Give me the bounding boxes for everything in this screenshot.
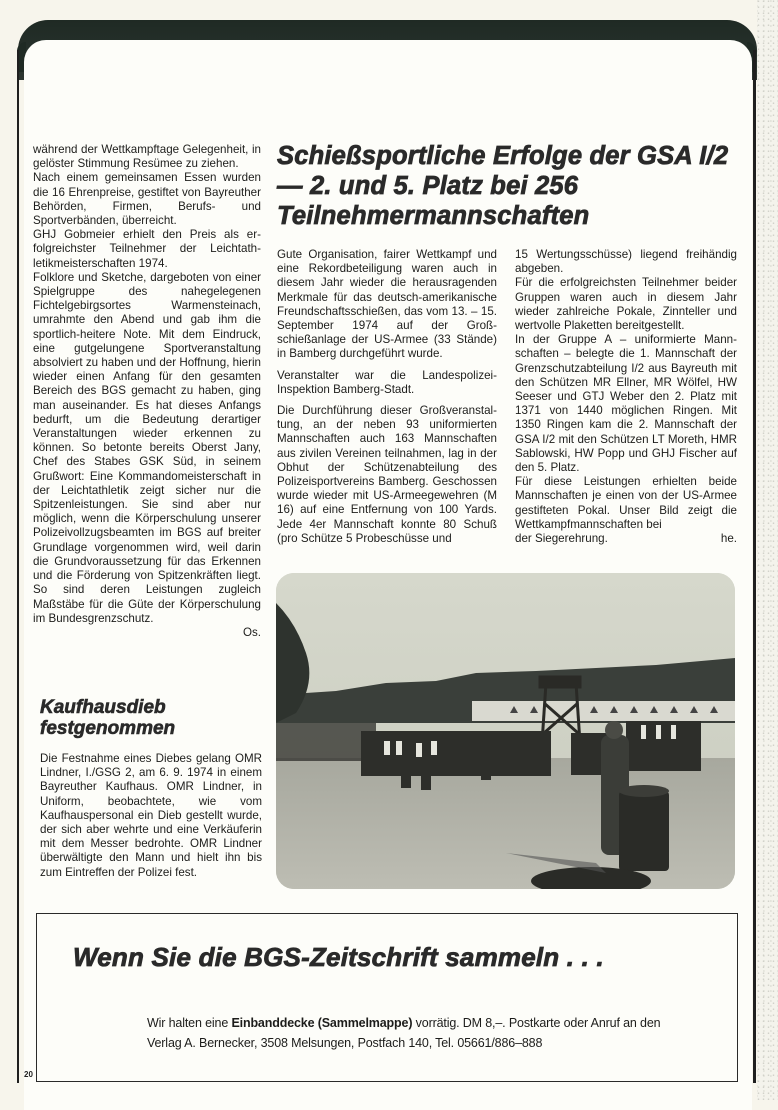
closing-line: [515, 532, 737, 546]
left-column: [33, 143, 261, 640]
paragraph: Für diese Leistungen erhielten beide Mannschaften je einen von der US-Armee gestifteten Pokal. Unser Bild zeigt die Wettkampfmannschaften bei: [515, 475, 737, 531]
oil-barrel: [619, 791, 669, 871]
paragraph: Folklore und Sketche, dargeboten von einer Spielgruppe des nahegelegenen Fichtelgebirgsortes Warmensteinach, umrahmte den Abend und gab ihm die sportlich-heitere Note. Mit dem Eindruck, eine gutgelungene Sportveranstaltung absolviert zu haben und der Hoffnung, hierin wieder einen Anfang für den gesamten Bereich des BGS gemacht zu haben, ging man auseinander. Es hat dieses Anfangs bedurft, um die Bedeutung derartiger Veranstaltungen wieder erkennen zu können. So betonte bereits Oberst Jany, Chef des Stabes GSK Süd, in seinem Grußwort: Eine Kommandomeisterschaft in der Leichtathletik zeigt sicher nur die Spitzenleistungen. Sie sind aber nur möglich, wenn die Körperschulung unserer Polizeivollzugsbeamten im BGS auf breiter Grundlage vorgenommen wird, weil darin die Grundvoraussetzung für das Erkennen und die Förderung von Spitzenkräften liegt. So sind deren Leistungen zugleich Maßstäbe für die Güte der Körperschulung im Bundesgrenzschutz.: [33, 270, 261, 625]
paragraph: Die Durchführung dieser Großveranstaltung, an der neben 93 uniformierten Mannschaften auch 163 Mannschaften aus zivilen Vereinen teilnahmen, lag in der Obhut der Schützenabteilung des Polizeisportvereins Bamberg. Geschossen wurde wieder mit US-Armeegewehren (M 16) auf eine Entfernung von 100 Yards. Jede 4er Mannschaft konnte 80 Schuß (pro Schütze 5 Probeschüsse und: [277, 404, 497, 545]
barrel-top: [619, 785, 669, 797]
paragraph: während der Wettkampftage Gelegenheit, in gelöster Stimmung Resümee zu ziehen.: [33, 143, 261, 171]
advert-title: Wenn Sie die BGS-Zeitschrift sammeln . . .: [73, 942, 604, 972]
short-article-body: [40, 752, 262, 880]
paragraph: 15 Wertungsschüsse) liegend freihändig abgeben.: [515, 248, 737, 276]
advert-text-bold: Einbanddecke (Sammelmappe): [231, 1016, 413, 1030]
paragraph: Veranstalter war die Landespolizei-Inspektion Bamberg-Stadt.: [277, 368, 497, 396]
page-edge-speckle: [757, 0, 778, 1100]
headline-line: festgenommen: [40, 718, 176, 739]
advert-text-part: vorrätig. DM 8,–. Postkarte oder Anruf an den: [412, 1016, 661, 1030]
page-frame-left-rule: [17, 50, 19, 1083]
soldier-head: [605, 721, 623, 739]
paragraph: GHJ Gobmeier erhielt den Preis als erfolgreichster Teilnehmer der Leichtathletikmeisterschaften 1974.: [33, 228, 261, 270]
advert-text-part: Wir halten eine: [147, 1016, 232, 1030]
paragraph: Nach einem gemeinsamen Essen wurden die 16 Ehrenpreise, gestiftet von Bayreuther Behörden, Firmen, Berufs- und Sportverbänden, überreicht.: [33, 171, 261, 228]
photo-illustration: [276, 573, 735, 889]
middle-column: [277, 248, 497, 546]
headline-line: Kaufhausdieb: [40, 697, 166, 718]
short-article-headline: [40, 697, 260, 739]
author-signature: Os.: [242, 625, 261, 639]
publisher-address: Verlag A. Bernecker, 3508 Melsungen, Postfach 140, Tel. 05661/886–888: [147, 1036, 543, 1050]
article-photo: [276, 573, 735, 889]
paragraph: Für die erfolgreichsten Teilnehmer beider Gruppen waren auch in diesem Jahr wieder zahlreiche Pokale, Zinnteller und wertvolle Plaketten bereitgestellt.: [515, 276, 737, 333]
author-signature: he.: [720, 532, 737, 546]
paragraph: Die Festnahme eines Diebes gelang OMR Lindner, I./GSG 2, am 6. 9. 1974 in einem Bayreuther Kaufhaus. OMR Lindner, in Uniform, beobachtete, wie vom Kaufhauspersonal ein Dieb gestellt wurde, der sich aber wehrte und eine Verkäuferin mit dem Messer bedrohte. OMR Lindner überwältigte den Mann und hielt ihn bis zum Eintreffen der Polizei fest.: [40, 752, 262, 879]
closing-text: der Siegerehrung.: [515, 532, 608, 546]
advert-text: [147, 1013, 727, 1053]
subscription-advert: [36, 913, 738, 1082]
right-column: [515, 248, 737, 546]
paragraph: Gute Organisation, fairer Wettkampf und eine Rekordbeteiligung waren auch in diesem Jahr wieder die herausragenden Merkmale für das deutsch-amerikanische Freundschaftsschießen, das vom 13. – 15. September 1974 auf der Großschießanlage der US-Armee (33 Stände) in Bamberg durchgeführt wurde.: [277, 248, 497, 361]
article-headline: Schießsportliche Erfolge der GSA I/2 — 2. und 5. Platz bei 256 Teilnehmermannschaften: [277, 142, 729, 230]
paragraph: In der Gruppe A – uniformierte Mannschaften – belegte die 1. Mannschaft der Grenzschutzabteilung I/2 aus Bayreuth mit den Schützen MR Ellner, MR Wölfel, HW Seeser und GTJ Weber den 2. Platz mit 1371 von 1440 möglichen Ringen. Mit 1350 Ringen kam die 2. Mannschaft der GSA I/2 mit den Schützen LT Moreth, HMR Sablowski, HW Popp und GHJ Fischer auf den 5. Platz.: [515, 333, 737, 475]
page-frame-right-rule: [753, 50, 756, 1083]
page-number: 20: [24, 1070, 33, 1079]
